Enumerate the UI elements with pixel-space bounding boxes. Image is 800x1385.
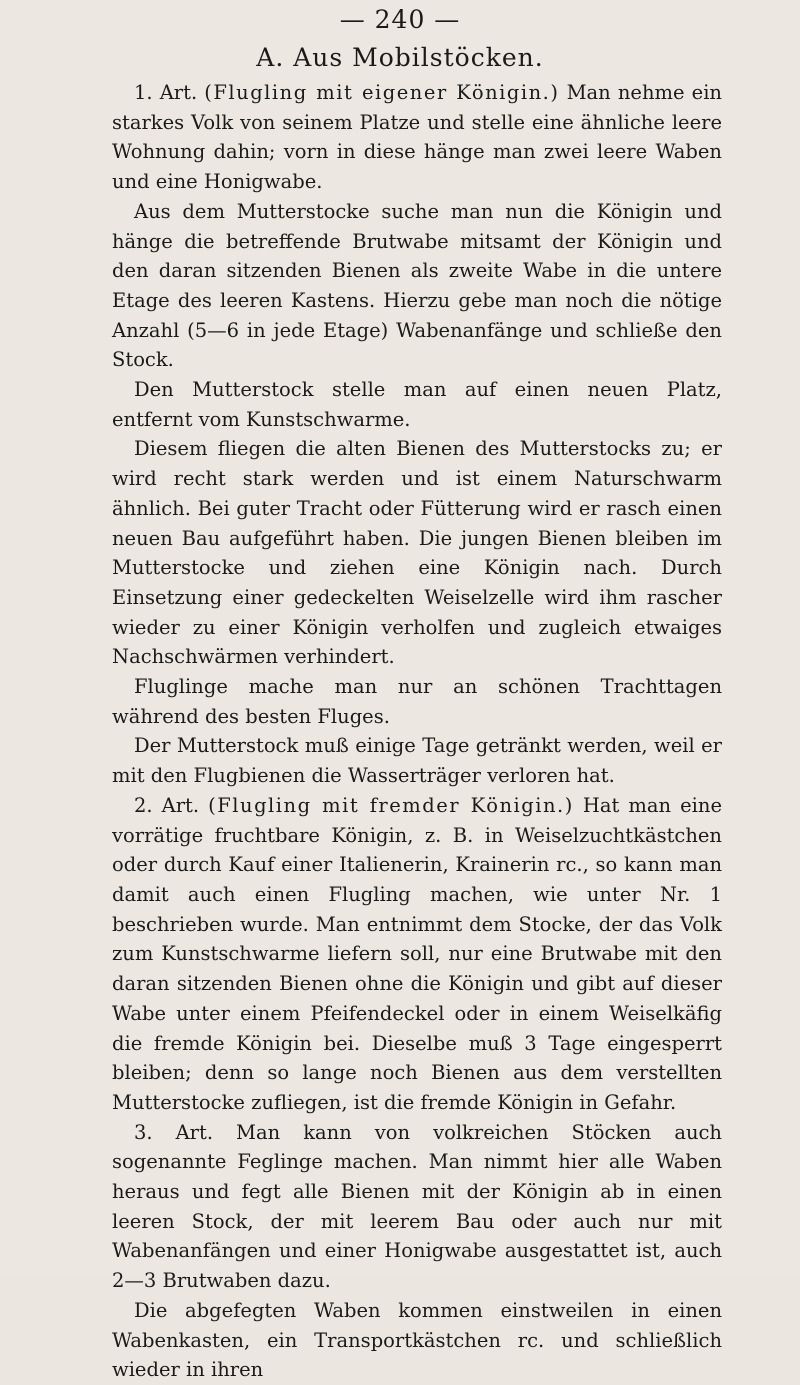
paragraph-text: Fluglinge mache man nur an schönen Trachttagen während des besten Fluges. xyxy=(112,675,722,728)
paragraph-3 xyxy=(112,375,722,434)
paragraph-text: Die abgefegten Waben kommen einstweilen in einen Wabenkasten, ein Transportkästchen rc. und schließlich wieder in ihren xyxy=(112,1298,722,1382)
paragraph-emphasis: (Flugling mit eigener Königin.) xyxy=(204,81,560,104)
paragraph-7 xyxy=(112,791,722,1118)
paragraph-text: Aus dem Mutterstocke suche man nun die Königin und hänge die betreffende Brutwabe mitsamt der Königin und den daran sitzenden Bienen als zweite Wabe in die untere Etage des leeren Kastens. Hierzu gebe man noch die nötige Anzahl (5—6 in jede Etage) Wabenanfänge und schließe den Stock. xyxy=(112,199,722,372)
section-heading: A. Aus Mobilstöcken. xyxy=(256,43,544,72)
paragraph-lead: 1. Art. xyxy=(134,81,205,104)
text-body xyxy=(112,78,722,1385)
paragraph-2 xyxy=(112,197,722,375)
paragraph-lead: 3. Art. xyxy=(134,1120,237,1144)
paragraph-4 xyxy=(112,434,722,672)
paragraph-text: Man nehme ein starkes Volk von seinem Platze und stelle eine ähnliche leere Wohnung dahin; vorn in diese hänge man zwei leere Waben und eine Honigwabe. xyxy=(112,81,722,194)
paragraph-text: Hat man eine vorrätige fruchtbare Königin, z. B. in Weiselzuchtkästchen oder durch Kauf einer Italienerin, Krainerin rc., so kann man damit auch einen Flugling machen, wie unter Nr. 1 beschrieben wurde. Man entnimmt dem Stocke, der das Volk zum Kunstschwarme liefern soll, nur eine Brutwabe mit den daran sitzenden Bienen ohne die Königin und gibt auf dieser Wabe unter einem Pfeifendeckel oder in einem Weiselkäfig die fremde Königin bei. Dieselbe muß 3 Tage eingesperrt bleiben; denn so lange noch Bienen aus dem verstellten Mutterstocke zufliegen, ist die fremde Königin in Gefahr. xyxy=(112,793,722,1114)
paragraph-text: Den Mutterstock stelle man auf einen neuen Platz, entfernt vom Kunstschwarme. xyxy=(112,378,722,431)
paragraph-text: Der Mutterstock muß einige Tage getränkt werden, weil er mit den Flugbienen die Wasserträger verloren hat. xyxy=(112,734,722,788)
paragraph-lead: 2. Art. xyxy=(134,793,209,817)
paragraph-6 xyxy=(112,731,722,790)
paragraph-text: Diesem fliegen die alten Bienen des Mutterstocks zu; er wird recht stark werden und ist einem Naturschwarm ähnlich. Bei guter Tracht oder Fütterung wird er rasch einen neuen Bau aufgeführt haben. Die jungen Bienen bleiben im Mutterstocke und ziehen eine Königin nach. Durch Einsetzung einer gedeckelten Weiselzelle wird ihm rascher wieder zu einer Königin verholfen und zugleich etwaiges Nachschwärmen verhindert. xyxy=(112,437,722,669)
paragraph-text: Man kann von volkreichen Stöcken auch sogenannte Feglinge machen. Man nimmt hier alle Waben heraus und fegt alle Bienen mit der Königin ab in einen leeren Stock, der mit leerem Bau oder auch nur mit Wabenanfängen und einer Honigwabe ausgestattet ist, auch 2—3 Brutwaben dazu. xyxy=(112,1120,722,1293)
paragraph-emphasis: (Flugling mit fremder Königin.) xyxy=(208,793,574,817)
page-number: — 240 — xyxy=(339,5,461,34)
paragraph-8 xyxy=(112,1118,722,1296)
paragraph-5 xyxy=(112,672,722,731)
paragraph-1 xyxy=(112,78,722,197)
paragraph-9 xyxy=(112,1296,722,1385)
